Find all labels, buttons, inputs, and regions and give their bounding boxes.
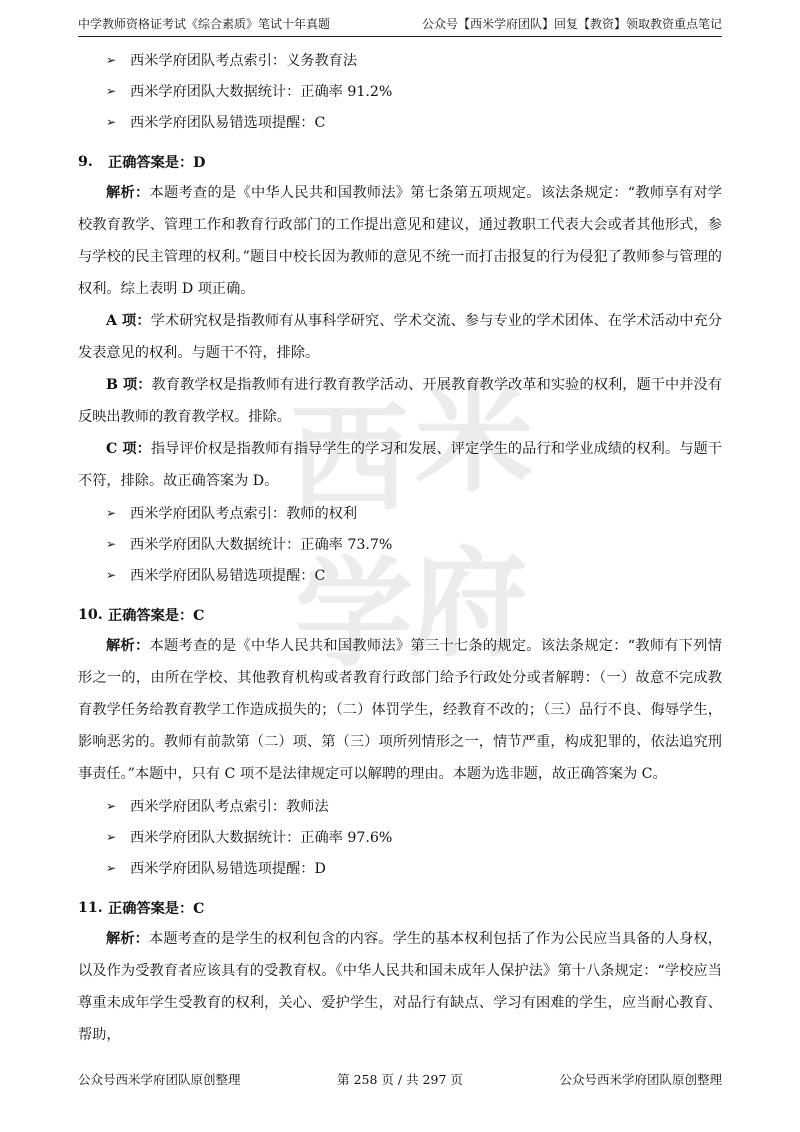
- bullet-text: 西米学府团队易错选项提醒：D: [130, 860, 326, 877]
- arrow-icon: ➢: [106, 829, 117, 844]
- arrow-icon: ➢: [106, 567, 117, 582]
- page-footer: [78, 1068, 722, 1090]
- question-number: 10.: [78, 606, 103, 623]
- bullet-item: [78, 821, 722, 852]
- question-10-title: [78, 599, 722, 630]
- arrow-icon: ➢: [106, 114, 117, 129]
- bullet-item: [78, 528, 722, 559]
- question-number: 11.: [78, 899, 103, 916]
- option-label: A 项：: [106, 313, 151, 329]
- question-11-title: [78, 892, 722, 923]
- analysis-label: 解析：: [106, 638, 150, 654]
- answer-text: 正确答案是：D: [108, 154, 206, 171]
- question-9-title: [78, 146, 722, 177]
- bullet-item: [78, 790, 722, 821]
- bullet-text: 西米学府团队易错选项提醒：C: [130, 567, 326, 584]
- page-content: [78, 44, 722, 1051]
- analysis-label: 解析：: [106, 931, 149, 947]
- bullet-item: [78, 497, 722, 528]
- arrow-icon: ➢: [106, 860, 117, 875]
- analysis-text: 本题考查的是学生的权利包含的内容。学生的基本权利包括了作为公民应当具备的人身权，以及作为受教育者应该具有的受教育权。《中华人民共和国未成年人保护法》第十八条规定：“学校应当尊重未成年学生受教育的权利，关心、爱护学生，对品行有缺点、学习有困难的学生，应当耐心教育、帮助，: [78, 931, 722, 1043]
- bullet-text: 西米学府团队考点索引：教师的权利: [130, 505, 358, 522]
- bullet-text: 西米学府团队大数据统计：正确率 91.2%: [130, 83, 393, 100]
- analysis-text: 本题考查的是《中华人民共和国教师法》第三十七条的规定。该法条规定：“教师有下列情形之一的，由所在学校、其他教育机构或者教育行政部门给予行政处分或者解聘：（一）故意不完成教育教学任务给教育教学工作造成损失的；（二）体罚学生，经教育不改的；（三）品行不良、侮辱学生，影响恶劣的。教师有前款第（二）项、第（三）项所列情形之一，情节严重，构成犯罪的，依法追究刑事责任。”本题中，只有 C 项不是法律规定可以解聘的理由。本题为选非题，故正确答案为 C。: [78, 638, 722, 782]
- watermark-char-1: 西: [290, 390, 409, 528]
- option-text: 教育教学权是指教师有进行教育教学活动、开展教育教学改革和实验的权利，题干中并没有反映出教师的教育教学权。排除。: [78, 377, 722, 425]
- option-text: 指导评价权是指教师有指导学生的学习和发展、评定学生的品行和学业成绩的权利。与题干不符，排除。故正确答案为 D。: [78, 441, 722, 489]
- q9-analysis: [78, 177, 722, 305]
- header-right: 公众号【西米学府团队】回复【教资】领取教资重点笔记: [421, 16, 722, 31]
- analysis-label: 解析：: [106, 185, 150, 201]
- analysis-text: 本题考查的是《中华人民共和国教师法》第七条第五项规定。该法条规定：“教师享有对学校教育教学、管理工作和教育行政部门的工作提出意见和建议，通过教职工代表大会或者其他形式，参与学校的民主管理的权利。”题目中校长因为教师的意见不统一而打击报复的行为侵犯了教师参与管理的权利。综上表明 D 项正确。: [78, 185, 722, 297]
- question-number: 9.: [78, 153, 93, 170]
- bullet-text: 西米学府团队大数据统计：正确率 73.7%: [130, 536, 393, 553]
- bullet-item: [78, 75, 722, 106]
- page-header: [78, 10, 722, 37]
- answer-text: 正确答案是：C: [108, 900, 205, 917]
- option-text: 学术研究权是指教师有从事科学研究、学术交流、参与专业的学术团体、在学术活动中充分发表意见的权利。与题干不符，排除。: [78, 313, 722, 361]
- arrow-icon: ➢: [106, 83, 117, 98]
- q9-option-a: [78, 305, 722, 369]
- q11-analysis: [78, 923, 722, 1051]
- arrow-icon: ➢: [106, 52, 117, 67]
- arrow-icon: ➢: [106, 536, 117, 551]
- watermark-char-2: 米: [415, 370, 534, 508]
- bullet-item: [78, 44, 722, 75]
- bullet-text: 西米学府团队考点索引：教师法: [130, 798, 329, 815]
- bullet-text: 西米学府团队大数据统计：正确率 97.6%: [130, 829, 393, 846]
- q10-analysis: [78, 630, 722, 790]
- watermark-char-3: 学: [295, 545, 414, 683]
- bullet-text: 西米学府团队考点索引：义务教育法: [130, 52, 358, 69]
- q9-option-b: [78, 369, 722, 433]
- q9-option-c: [78, 433, 722, 497]
- arrow-icon: ➢: [106, 505, 117, 520]
- bullet-text: 西米学府团队易错选项提醒：C: [130, 114, 326, 131]
- header-left: 中学教师资格证考试《综合素质》笔试十年真题: [78, 16, 331, 31]
- option-label: B 项：: [106, 377, 152, 393]
- bullet-item: [78, 559, 722, 590]
- bullet-item: [78, 852, 722, 883]
- arrow-icon: ➢: [106, 798, 117, 813]
- footer-right: 公众号西米学府团队原创整理: [559, 1072, 722, 1087]
- answer-text: 正确答案是：C: [108, 607, 205, 624]
- page-number: 第 258 页 / 共 297 页: [337, 1072, 463, 1087]
- footer-left: 公众号西米学府团队原创整理: [78, 1072, 241, 1087]
- watermark-char-4: 府: [410, 535, 529, 673]
- bullet-item: [78, 106, 722, 137]
- option-label: C 项：: [106, 441, 151, 457]
